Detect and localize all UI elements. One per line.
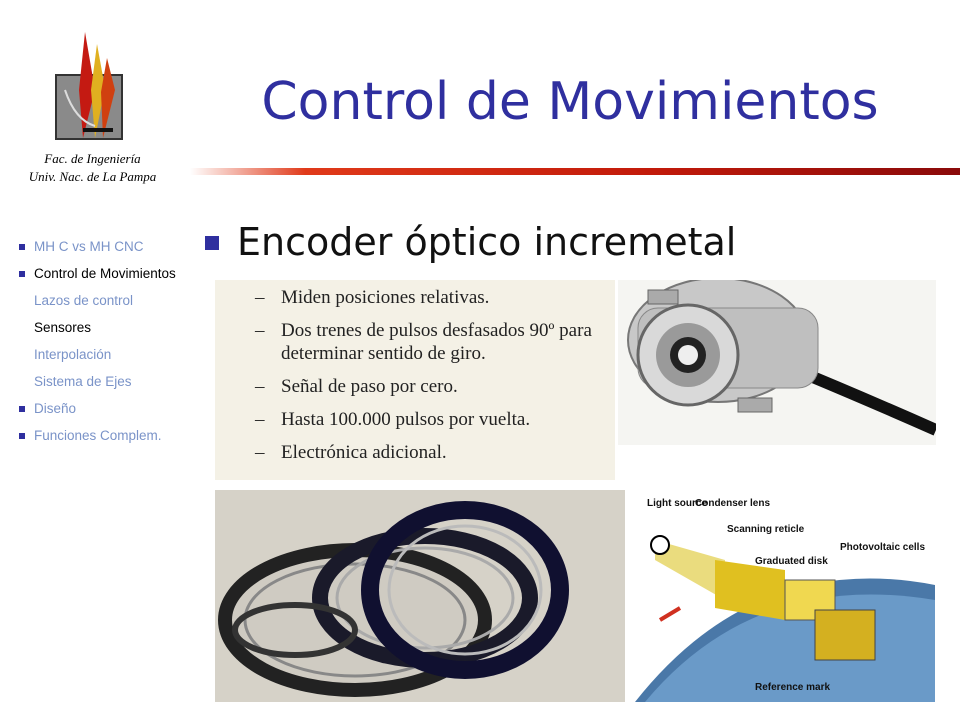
sidebar-item-label: Control de Movimientos: [34, 266, 176, 281]
sidebar-item-label: MH C vs MH CNC: [34, 239, 144, 254]
sidebar-item-label: Sensores: [34, 320, 92, 335]
sidebar-item-sistema-ejes[interactable]: [18, 373, 178, 391]
bullet-icon: [19, 271, 25, 277]
svg-text:Reference mark: [755, 682, 830, 693]
section-heading-text: Encoder óptico incremetal: [237, 220, 737, 264]
list-item: – Señal de paso por cero.: [255, 375, 615, 398]
label-scanning-reticle: Scanning reticle: [727, 524, 805, 535]
sidebar-item-interpolacion[interactable]: [18, 346, 178, 364]
list-item: – Dos trenes de pulsos desfasados 90º para determinar sentido de giro.: [255, 319, 615, 365]
bullet-icon: [19, 406, 25, 412]
sidebar-item-label: Lazos de control: [34, 293, 134, 308]
sidebar-nav: [18, 238, 178, 454]
sidebar-item-label: Diseño: [34, 401, 77, 416]
sidebar-item-label: Interpolación: [34, 347, 112, 362]
label-reference-mark: Reference mark: [755, 682, 831, 693]
bullet-icon: [19, 244, 25, 250]
institution-line2: Univ. Nac. de La Pampa: [28, 169, 157, 184]
title-rule: [190, 168, 960, 175]
svg-text:Scanning reticle: [727, 524, 805, 535]
page-title: Control de Movimientos: [261, 72, 879, 132]
sidebar-item-funciones[interactable]: [18, 427, 178, 445]
institution-line1: Fac. de Ingeniería: [44, 151, 141, 166]
svg-text:Graduated disk: [755, 556, 828, 567]
sidebar-item-mh-cnc[interactable]: [18, 238, 178, 256]
svg-text:Photovoltaic cells: [840, 542, 925, 553]
sidebar-item-lazos[interactable]: [18, 292, 178, 310]
section-heading: [205, 220, 736, 264]
label-condenser-lens: Condenser lens: [695, 498, 771, 509]
list-item: – Hasta 100.000 pulsos por vuelta.: [255, 408, 615, 431]
sidebar-item-label: Sistema de Ejes: [34, 374, 132, 389]
sidebar-item-label: Funciones Complem.: [34, 428, 162, 443]
institution-label: [0, 150, 185, 186]
label-graduated-disk: Graduated disk: [755, 556, 828, 567]
sidebar-item-control-movimientos[interactable]: [18, 265, 178, 283]
label-photovoltaic-cells: Photovoltaic cells: [840, 542, 926, 553]
bullet-icon: [205, 236, 219, 250]
encoder-photo-icon: [618, 280, 936, 445]
sidebar-item-sensores[interactable]: [18, 319, 178, 337]
svg-text:Condenser lens: [695, 498, 770, 509]
bullet-icon: [19, 433, 25, 439]
list-item: – Electrónica adicional.: [255, 441, 615, 464]
encoder-disks-photo-icon: [215, 490, 625, 702]
sidebar-item-diseno[interactable]: [18, 400, 178, 418]
list-item: – Miden posiciones relativas.: [255, 286, 615, 309]
encoder-diagram-icon: [635, 490, 935, 702]
feature-list-panel: [215, 280, 615, 480]
university-logo-icon: [55, 30, 125, 145]
label-light-source: Light source: [647, 498, 708, 509]
feature-list: [215, 280, 615, 464]
